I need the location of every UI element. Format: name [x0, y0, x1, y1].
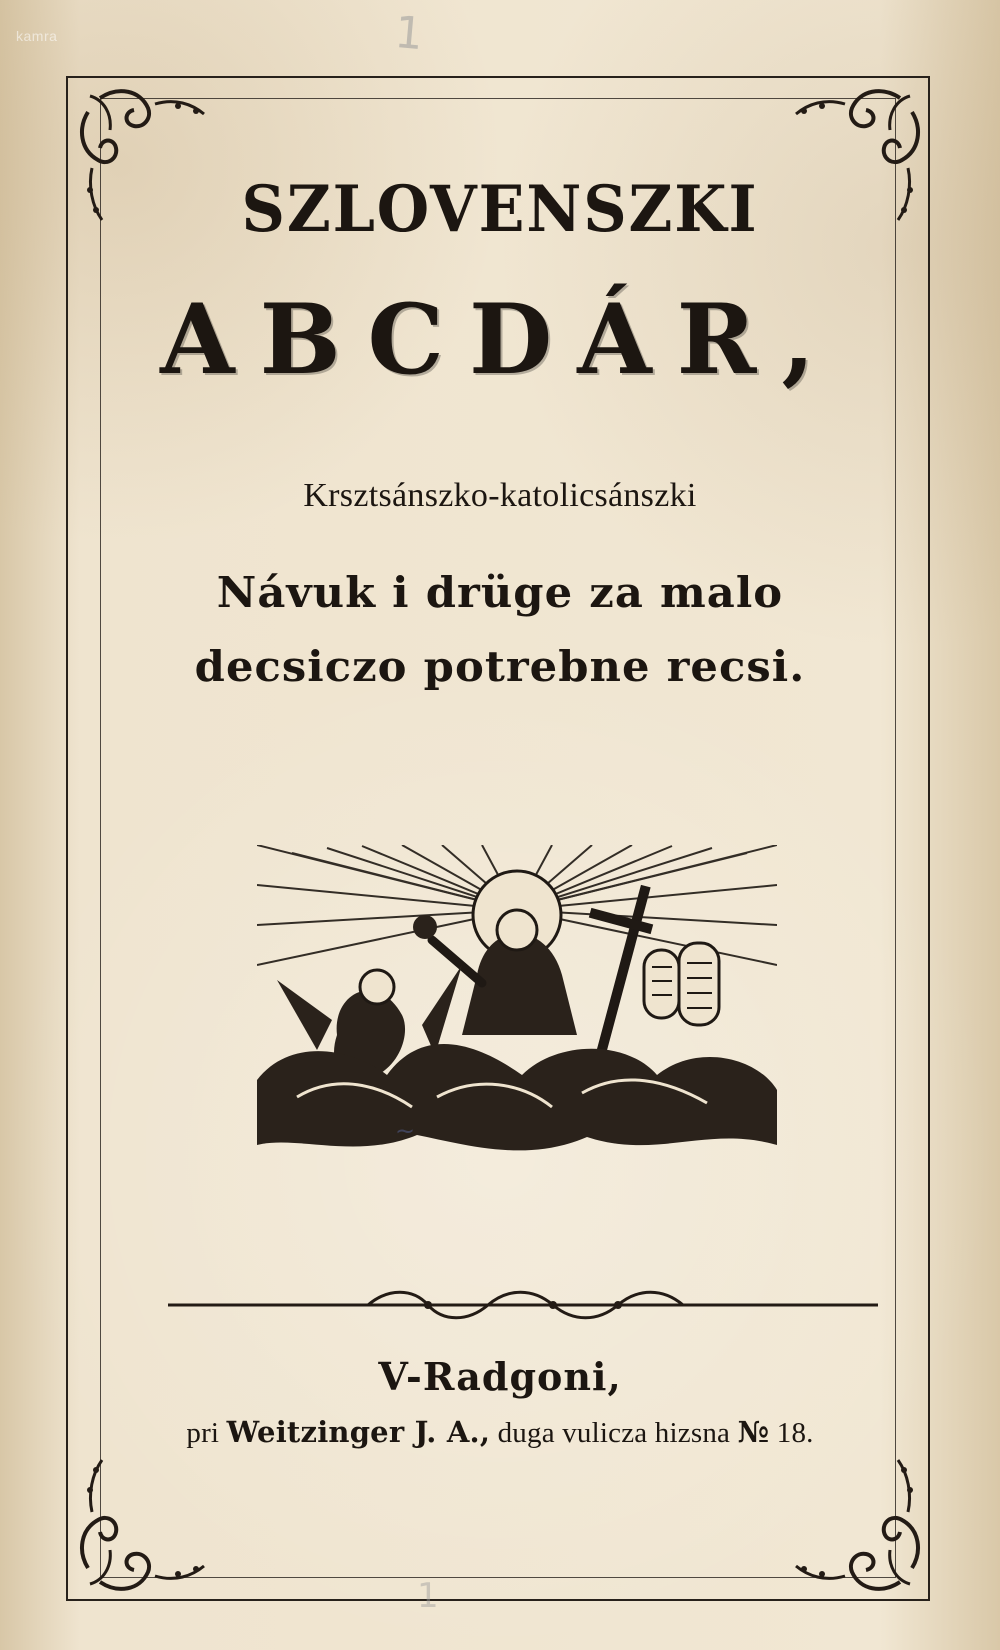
decorative-divider: [168, 1288, 878, 1322]
publisher-name: Weitzinger J. A.,: [226, 1415, 491, 1449]
book-title-line-1: SZLOVENSZKI: [241, 172, 759, 247]
watermark: kamra: [16, 28, 58, 44]
bottom-page-mark: 1: [417, 1576, 439, 1616]
publication-place: V-Radgoni,: [378, 1354, 622, 1399]
number-symbol: №: [737, 1415, 770, 1449]
house-number: 18.: [776, 1417, 814, 1449]
page-number: 1: [392, 6, 426, 61]
book-title-line-2: ABCDÁR,: [160, 283, 840, 396]
corner-ornament-bottom-right: [770, 1440, 930, 1600]
main-heading: [0, 556, 1000, 704]
ink-stamp-mark: ~: [395, 1117, 416, 1145]
publisher-address: duga vulicza hizsna: [497, 1417, 731, 1449]
book-subtitle: Krsztsánszko-katolicsánszki: [303, 477, 697, 514]
religious-engraving-illustration: [257, 845, 777, 1160]
publisher-prefix: pri: [186, 1417, 220, 1449]
corner-ornament-bottom-left: [70, 1440, 230, 1600]
publisher-line: [0, 1415, 1000, 1450]
main-heading-line-1: Návuk i drüge za malo: [216, 568, 784, 617]
main-heading-line-2: decsiczo potrebne recsi.: [194, 642, 806, 691]
